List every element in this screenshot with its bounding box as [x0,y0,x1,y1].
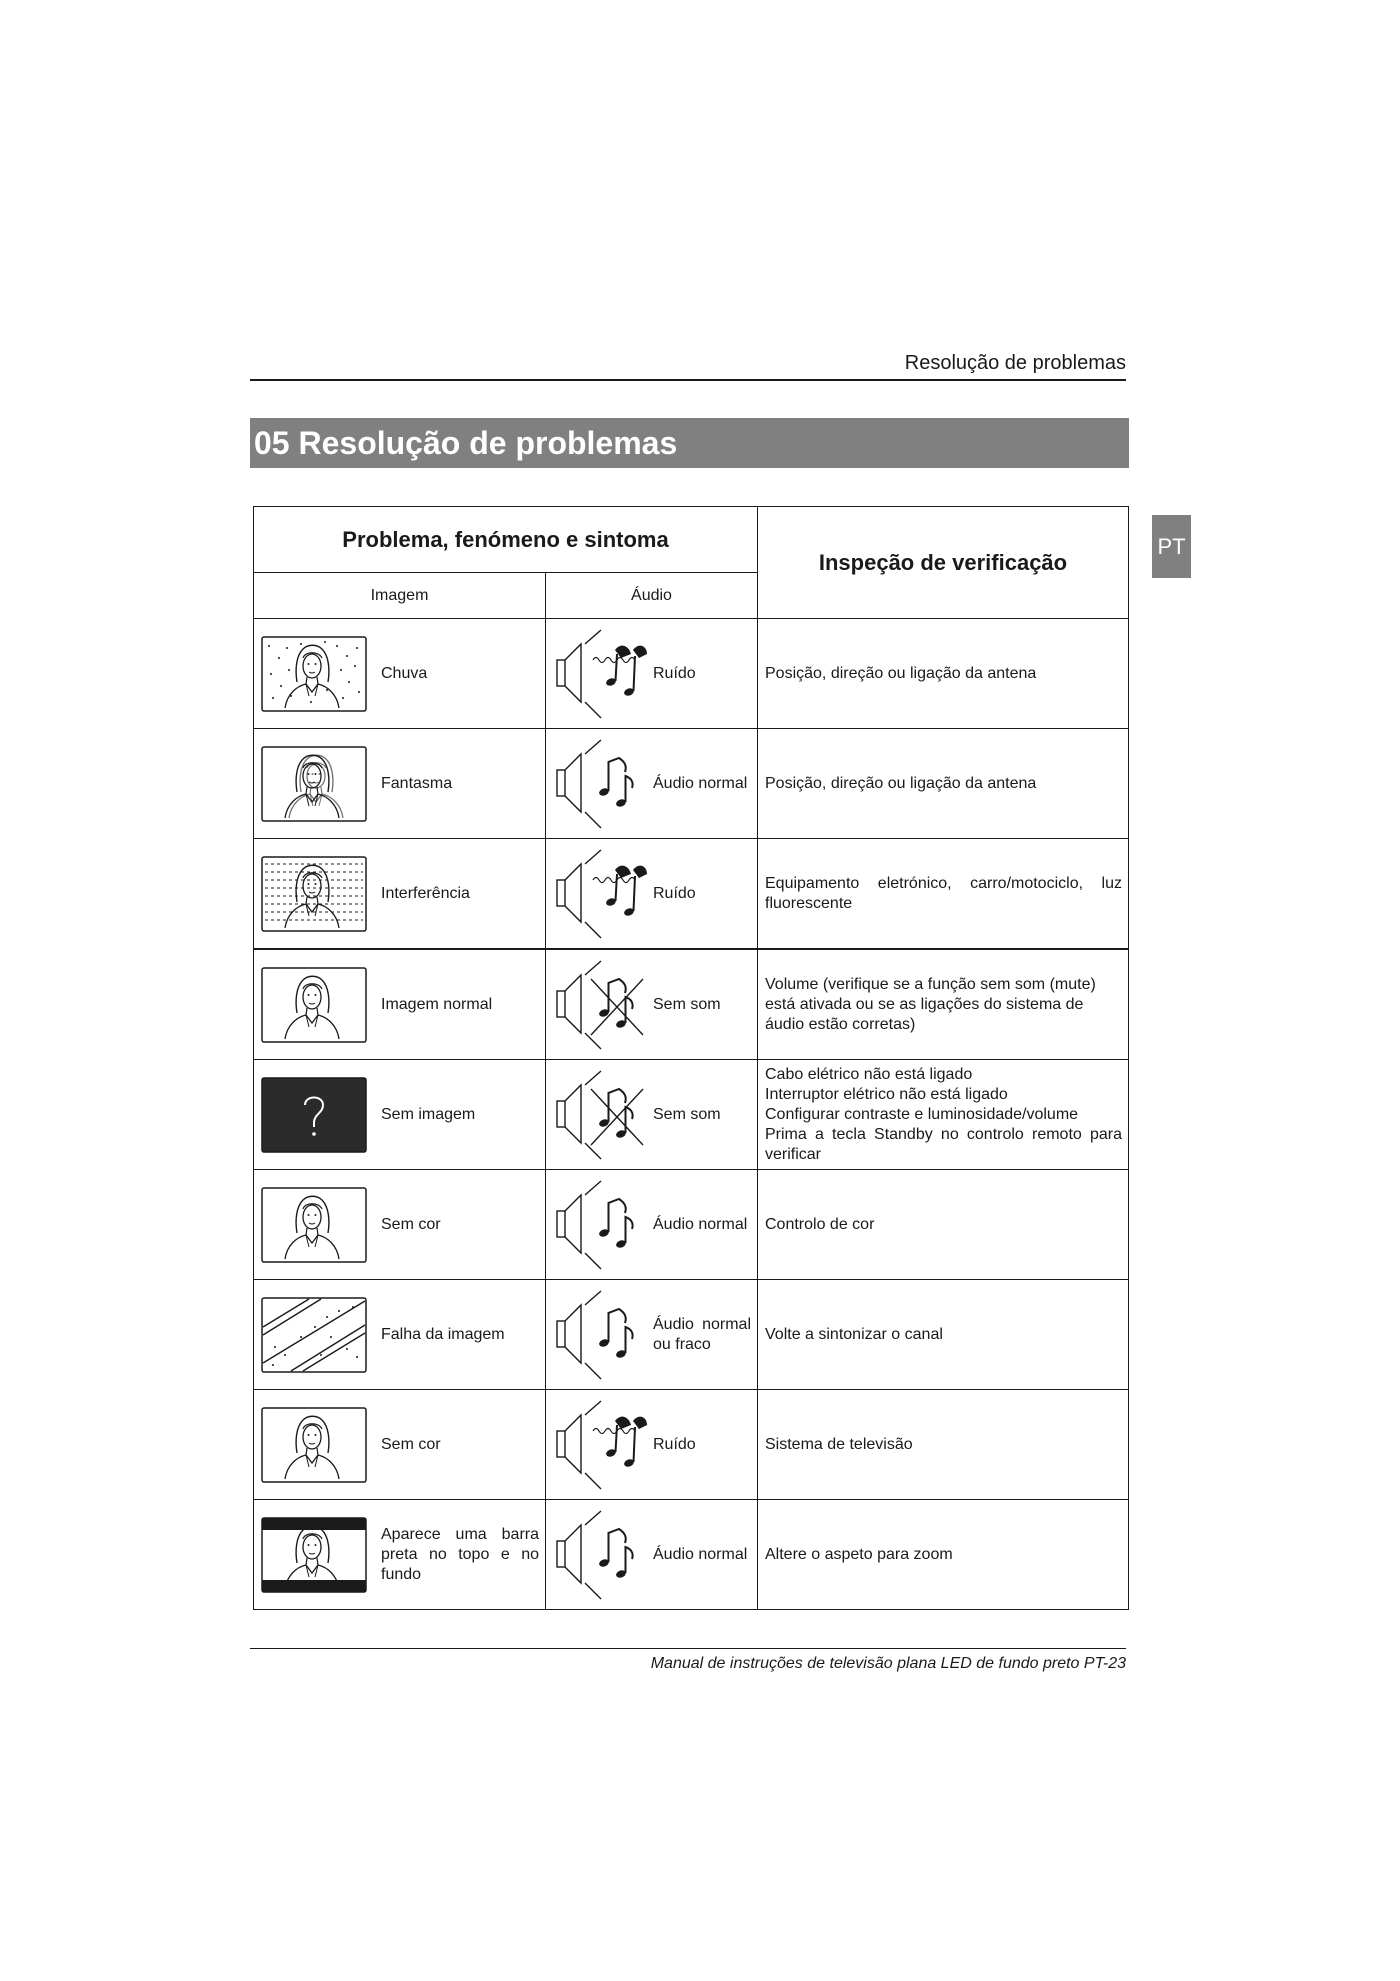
header-problem: Problema, fenómeno e sintoma [254,507,758,573]
check-cell: Volte a sintonizar o canal [758,1280,1129,1390]
mute-sound-icon [551,1067,651,1163]
check-cell: Sistema de televisão [758,1390,1129,1500]
check-cell: Equipamento eletrónico, carro/motociclo, luz fluorescente [758,839,1129,950]
check-cell [758,1060,1129,1170]
image-symptom: Sem imagem [381,1105,476,1123]
check-line: Interruptor elétrico não está ligado [765,1085,1008,1103]
table-row [254,1390,1129,1500]
language-tab: PT [1152,515,1191,578]
audio-symptom: Ruído [653,1435,696,1453]
table-row [254,1500,1129,1610]
tv-no-color-face-icon [261,1187,367,1263]
running-header: Resolução de problemas [904,352,1126,374]
section-title-bar [250,418,1129,468]
header-rule [250,379,1126,381]
normal-sound-icon [551,1177,651,1273]
normal-sound-icon [551,1507,651,1603]
tv-snow-face-icon [261,636,367,712]
header-check: Inspeção de verificação [758,507,1129,619]
check-cell: Posição, direção ou ligação da antena [758,619,1129,729]
audio-symptom: Áudio normal [653,1215,748,1233]
image-symptom: Sem cor [381,1435,441,1453]
check-line: Prima a tecla Standby no controlo remoto para verificar [765,1125,1122,1163]
image-symptom: Aparece uma barra preta no topo e no fundo [381,1525,539,1583]
normal-sound-icon [551,736,651,832]
table-row [254,949,1129,1060]
audio-symptom: Áudio normal [653,1545,748,1563]
table-row [254,1170,1129,1280]
tv-interference-face-icon [261,856,367,932]
image-symptom: Interferência [381,884,470,902]
tv-no-image-question-icon [261,1077,367,1153]
mute-sound-icon [551,957,651,1053]
check-cell: Volume (verifique se a função sem som (mute) está ativada ou se as ligações do sistema de áudio estão corretas) [758,949,1129,1060]
audio-symptom: Sem som [653,1105,721,1123]
footer-text: Manual de instruções de televisão plana LED de fundo preto PT-23 [650,1655,1126,1672]
tv-normal-face-icon [261,967,367,1043]
tv-image-failure-icon [261,1297,367,1373]
audio-symptom: Áudio normal ou fraco [653,1315,751,1353]
image-symptom: Fantasma [381,774,453,792]
check-line: Cabo elétrico não está ligado [765,1065,973,1083]
table-row [254,839,1129,950]
subheader-image: Imagem [254,573,546,619]
normal-sound-icon [551,1287,651,1383]
image-symptom: Imagem normal [381,995,493,1013]
tv-no-color-face-icon [261,1407,367,1483]
audio-symptom: Sem som [653,995,721,1013]
image-symptom: Sem cor [381,1215,441,1233]
table-row [254,1060,1129,1170]
check-line: Configurar contraste e luminosidade/volume [765,1105,1079,1123]
noise-sound-icon [551,846,651,942]
image-symptom: Chuva [381,664,428,682]
audio-symptom: Ruído [653,664,696,682]
noise-sound-icon [551,626,651,722]
troubleshooting-table [253,506,1129,1610]
tv-ghost-face-icon [261,746,367,822]
audio-symptom: Áudio normal [653,774,748,792]
section-title: 05 Resolução de problemas [254,425,678,461]
noise-sound-icon [551,1397,651,1493]
footer-rule [250,1648,1126,1649]
subheader-audio: Áudio [546,573,758,619]
check-cell: Altere o aspeto para zoom [758,1500,1129,1610]
table-row [254,729,1129,839]
tv-letterbox-face-icon [261,1517,367,1593]
image-symptom: Falha da imagem [381,1325,505,1343]
table-row [254,619,1129,729]
table-row [254,1280,1129,1390]
audio-symptom: Ruído [653,884,696,902]
check-cell: Posição, direção ou ligação da antena [758,729,1129,839]
check-cell: Controlo de cor [758,1170,1129,1280]
